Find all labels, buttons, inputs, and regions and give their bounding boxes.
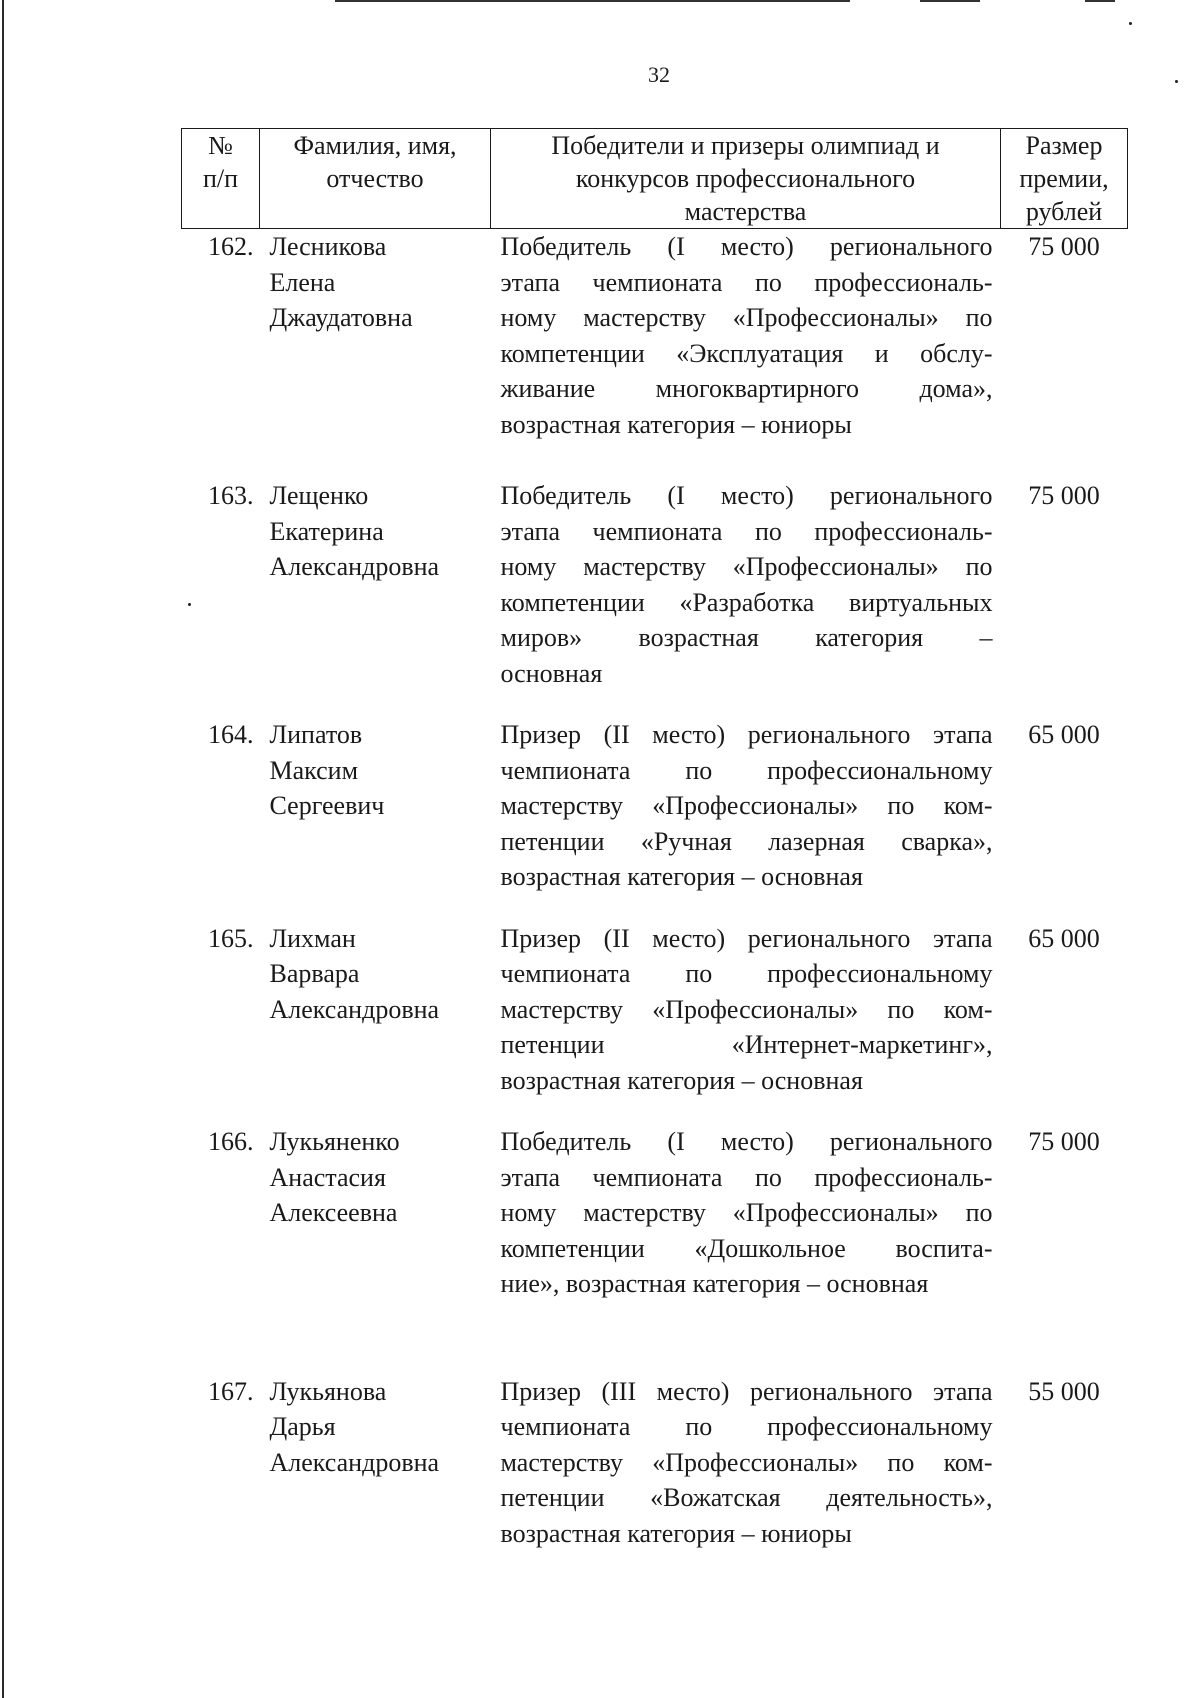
scan-speck	[1129, 22, 1132, 25]
table-row	[182, 1124, 1128, 1374]
row-number: 165.	[208, 923, 254, 953]
award-description	[491, 921, 1001, 1125]
name-line: Сергеевич	[269, 791, 385, 820]
description-line: основная	[500, 658, 603, 688]
award-amount: 75 000	[1028, 1127, 1100, 1156]
name-line: Варвара	[269, 959, 360, 988]
description-line: этапа чемпионата по профессиональ-	[500, 267, 993, 297]
header-line: конкурсов профессионального	[575, 164, 916, 193]
header-line: отчество	[326, 164, 424, 193]
name-line: Александровна	[269, 552, 440, 581]
scan-top-line	[335, 0, 850, 2]
header-line: премии,	[1019, 164, 1109, 193]
description-line: петенции «Интернет-маркетинг»,	[500, 1030, 993, 1059]
row-number: 167.	[208, 1376, 254, 1406]
description-line: чемпионата по профессиональному	[500, 1412, 993, 1441]
description-line: миров» возрастная категория –	[500, 623, 993, 652]
description-line: Призер (II место) регионального этапа	[500, 923, 993, 953]
award-description	[491, 229, 1001, 479]
description-line: живание многоквартирного дома»,	[500, 374, 993, 403]
description-line: возрастная категория – юниоры	[500, 1518, 852, 1548]
description-line: этапа чемпионата по профессиональ-	[500, 516, 993, 546]
row-number: 162.	[208, 232, 254, 261]
table-row	[182, 717, 1128, 921]
table-header-row	[182, 129, 1128, 229]
description-line: компетенции «Разработка виртуальных	[500, 587, 993, 617]
name-line: Лукьянова	[269, 1376, 387, 1406]
name-line: Максим	[269, 755, 359, 785]
award-description	[491, 1374, 1001, 1552]
header-line: Победители и призеры олимпиад и	[551, 131, 940, 160]
description-line: ние», возрастная категория – основная	[500, 1269, 929, 1298]
description-line: петенции «Ручная лазерная сварка»,	[500, 826, 993, 856]
name-line: Алексеевна	[269, 1198, 398, 1227]
awards-table	[181, 128, 1128, 1551]
name-line: Елена	[269, 267, 336, 297]
description-line: ному мастерству «Профессионалы» по	[500, 552, 993, 581]
award-description	[491, 478, 1001, 717]
description-line: Призер (III место) регионального этапа	[500, 1376, 993, 1406]
header-number	[182, 129, 260, 229]
name-line: Анастасия	[269, 1162, 386, 1192]
name-line: Лесникова	[269, 232, 387, 261]
header-name	[260, 129, 491, 229]
name-line: Лихман	[269, 923, 356, 953]
recipient-name	[260, 478, 491, 717]
description-line: Победитель (I место) регионального	[500, 1127, 993, 1156]
description-line: чемпионата по профессиональному	[500, 959, 993, 988]
header-amount	[1001, 129, 1128, 229]
description-line: мастерству «Профессионалы» по ком-	[500, 791, 993, 820]
recipient-name	[260, 1124, 491, 1374]
name-line: Лещенко	[269, 481, 369, 510]
recipient-name	[260, 717, 491, 921]
header-description	[491, 129, 1001, 229]
award-description	[491, 1124, 1001, 1374]
row-number: 163.	[208, 481, 254, 510]
description-line: компетенции «Дошкольное воспита-	[500, 1233, 993, 1263]
header-line: мастерства	[684, 197, 807, 226]
scan-top-line	[920, 0, 980, 2]
description-line: компетенции «Эксплуатация и обслу-	[500, 338, 993, 368]
name-line: Александровна	[269, 1447, 440, 1477]
description-line: возрастная категория – основная	[500, 1065, 863, 1095]
award-amount: 55 000	[1028, 1376, 1100, 1406]
name-line: Джаудатовна	[269, 303, 413, 332]
award-amount: 65 000	[1028, 720, 1100, 749]
award-amount: 75 000	[1028, 481, 1100, 510]
description-line: возрастная категория – юниоры	[500, 409, 852, 439]
name-line: Екатерина	[269, 516, 384, 546]
description-line: Призер (II место) регионального этапа	[500, 720, 993, 749]
description-line: возрастная категория – основная	[500, 862, 863, 891]
scan-left-edge	[2, 0, 4, 1698]
recipient-name	[260, 229, 491, 479]
header-line: №	[208, 131, 233, 160]
description-line: мастерству «Профессионалы» по ком-	[500, 1447, 993, 1477]
header-line: Фамилия, имя,	[293, 131, 457, 160]
description-line: чемпионата по профессиональному	[500, 755, 993, 785]
row-number: 166.	[208, 1127, 254, 1156]
name-line: Лукьяненко	[269, 1127, 400, 1156]
award-description	[491, 717, 1001, 921]
award-amount: 65 000	[1028, 923, 1100, 953]
name-line: Александровна	[269, 994, 440, 1024]
description-line: ному мастерству «Профессионалы» по	[500, 1198, 993, 1227]
table-row	[182, 229, 1128, 479]
table-row	[182, 478, 1128, 717]
table-row	[182, 1374, 1128, 1552]
award-amount: 75 000	[1028, 232, 1100, 261]
description-line: мастерству «Профессионалы» по ком-	[500, 994, 993, 1024]
recipient-name	[260, 921, 491, 1125]
page-number: 32	[648, 62, 670, 87]
description-line: петенции «Вожатская деятельность»,	[500, 1483, 993, 1512]
description-line: ному мастерству «Профессионалы» по	[500, 303, 993, 332]
header-line: рублей	[1025, 197, 1103, 226]
table-row	[182, 921, 1128, 1125]
scan-top-line	[1085, 0, 1115, 2]
row-number: 164.	[208, 720, 254, 749]
recipient-name	[260, 1374, 491, 1552]
header-line: Размер	[1025, 131, 1103, 160]
header-line: п/п	[202, 164, 239, 193]
description-line: Победитель (I место) регионального	[500, 232, 993, 261]
name-line: Липатов	[269, 720, 363, 749]
name-line: Дарья	[269, 1412, 336, 1441]
description-line: этапа чемпионата по профессиональ-	[500, 1162, 993, 1192]
description-line: Победитель (I место) регионального	[500, 481, 993, 510]
